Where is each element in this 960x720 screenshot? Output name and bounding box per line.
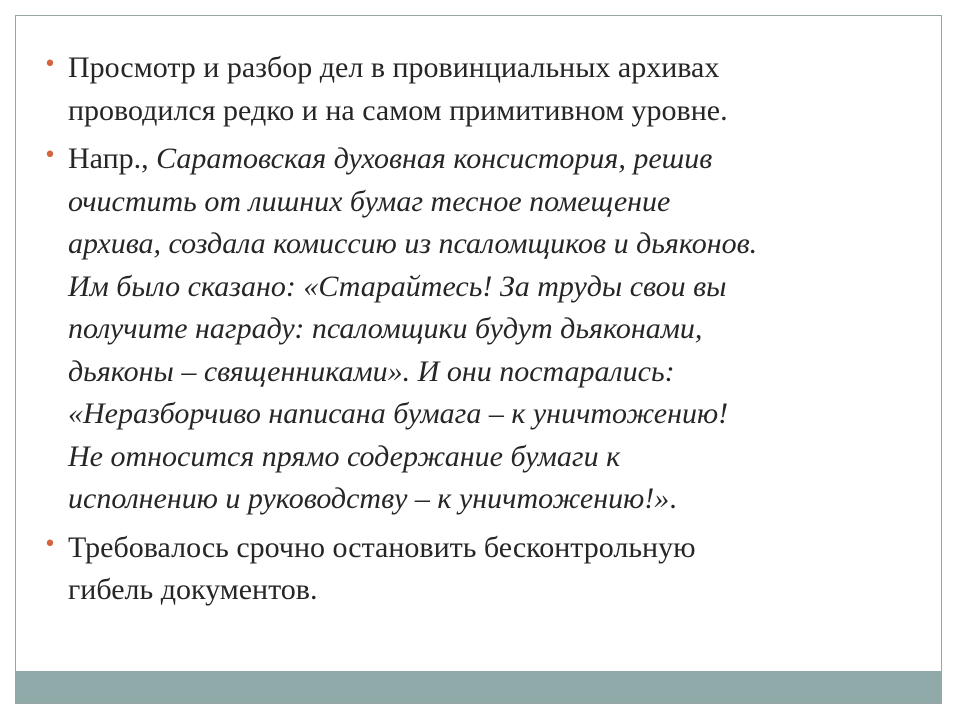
bullet-2-tail: . (669, 482, 677, 515)
bullet-item-2 (40, 138, 920, 521)
footer-bar (16, 671, 941, 703)
bullet-2-line-1-italic: Саратовская духовная консистория, решив (156, 142, 713, 175)
bullet-text-3 (68, 527, 920, 612)
bullet-2-line-5: получите награду: псаломщики будут дьяконами, (68, 312, 703, 345)
bullet-item-1 (40, 47, 920, 132)
bullet-2-line-6: дьяконы – священниками». И они постарались: (68, 354, 675, 388)
bullet-dot-icon: • (43, 52, 57, 77)
bullet-2-line-7: «Неразборчиво написана бумага – к уничтожению! (68, 397, 729, 430)
bullet-1-line-2: проводился редко и на самом примитивном уровне. (68, 93, 728, 127)
bullet-3-line-2: гибель документов. (68, 573, 318, 606)
bullet-text-1 (68, 47, 920, 132)
bullet-2-line-3: архива, создала комиссию из псаломщиков и дьяконов. (68, 227, 758, 260)
bullet-dot-icon: • (43, 143, 57, 168)
bullet-2-line-9 (68, 478, 920, 521)
bullet-2-line-4: Им было сказано: «Старайтесь! За труды свои вы (68, 269, 727, 303)
bullet-dot-icon: • (43, 531, 57, 557)
bullet-2-line-2: очистить от лишних бумаг тесное помещение (68, 184, 671, 218)
bullet-text-2 (68, 138, 920, 521)
bullet-2-line-1 (68, 138, 920, 181)
bullet-2-line-9-italic: исполнению и руководству – к уничтожению!» (68, 482, 670, 515)
bullet-item-3 (40, 527, 920, 612)
slide-content (40, 47, 920, 618)
bullet-3-line-1: Требовалось срочно остановить бесконтрольную (68, 530, 696, 564)
bullet-2-lead: Напр., (68, 142, 157, 175)
bullet-1-line-1: Просмотр и разбор дел в провинциальных архивах (68, 51, 720, 84)
bullet-2-line-8: Не относится прямо содержание бумаги к (68, 439, 621, 473)
